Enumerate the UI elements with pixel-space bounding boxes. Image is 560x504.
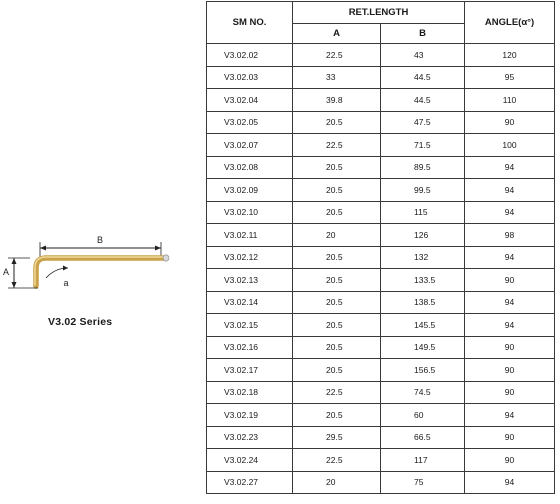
cell-b: 74.5: [381, 381, 465, 404]
cell-b: 133.5: [381, 269, 465, 292]
cell-angle: 94: [465, 404, 555, 427]
table-row: [207, 44, 555, 67]
label-angle: a: [63, 278, 69, 288]
cell-b: 99.5: [381, 179, 465, 202]
cell-angle: 94: [465, 179, 555, 202]
table-row: [207, 471, 555, 494]
cell-a: 20.5: [293, 291, 381, 314]
arrow-bottom: [12, 282, 17, 288]
cell-b: 145.5: [381, 314, 465, 337]
header-sm-no: SM NO.: [207, 2, 293, 44]
cell-a: 39.8: [293, 89, 381, 112]
arrow-left: [40, 246, 46, 251]
cell-b: 66.5: [381, 426, 465, 449]
cell-angle: 94: [465, 291, 555, 314]
cell-angle: 90: [465, 449, 555, 472]
product-figure-panel: [0, 0, 204, 504]
cell-sm: V3.02.07: [207, 134, 293, 157]
cell-angle: 90: [465, 336, 555, 359]
cell-a: 29.5: [293, 426, 381, 449]
table-row: [207, 404, 555, 427]
table-row: [207, 201, 555, 224]
cell-angle: 120: [465, 44, 555, 67]
cell-a: 20: [293, 471, 381, 494]
cell-a: 20.5: [293, 179, 381, 202]
arrow-top: [12, 258, 17, 264]
cell-sm: V3.02.05: [207, 111, 293, 134]
cell-b: 149.5: [381, 336, 465, 359]
cell-angle: 95: [465, 66, 555, 89]
cell-b: 132: [381, 246, 465, 269]
cell-sm: V3.02.17: [207, 359, 293, 382]
cell-angle: 90: [465, 111, 555, 134]
cell-sm: V3.02.10: [207, 201, 293, 224]
header-angle: ANGLE(α°): [465, 2, 555, 44]
cell-angle: 90: [465, 269, 555, 292]
cell-a: 20.5: [293, 336, 381, 359]
cell-angle: 94: [465, 201, 555, 224]
cell-a: 20.5: [293, 246, 381, 269]
cell-b: 117: [381, 449, 465, 472]
label-b: B: [96, 235, 104, 245]
cell-b: 71.5: [381, 134, 465, 157]
cell-a: 20.5: [293, 111, 381, 134]
spec-table: [206, 1, 555, 494]
cell-sm: V3.02.16: [207, 336, 293, 359]
l-key-diagram: [0, 228, 200, 298]
ball-end: [163, 255, 169, 261]
table-row: [207, 426, 555, 449]
table-row: [207, 134, 555, 157]
cell-sm: V3.02.15: [207, 314, 293, 337]
cell-a: 20: [293, 224, 381, 247]
table-row: [207, 156, 555, 179]
table-row: [207, 336, 555, 359]
table-row: [207, 179, 555, 202]
cell-sm: V3.02.18: [207, 381, 293, 404]
cell-b: 126: [381, 224, 465, 247]
table-row: [207, 381, 555, 404]
cell-a: 20.5: [293, 359, 381, 382]
header-a: A: [293, 24, 381, 44]
cell-sm: V3.02.27: [207, 471, 293, 494]
cell-b: 44.5: [381, 89, 465, 112]
cell-sm: V3.02.03: [207, 66, 293, 89]
cell-b: 60: [381, 404, 465, 427]
cell-b: 115: [381, 201, 465, 224]
cell-angle: 94: [465, 246, 555, 269]
cell-sm: V3.02.23: [207, 426, 293, 449]
cell-sm: V3.02.19: [207, 404, 293, 427]
cell-sm: V3.02.08: [207, 156, 293, 179]
table-row: [207, 449, 555, 472]
cell-a: 22.5: [293, 44, 381, 67]
cell-b: 156.5: [381, 359, 465, 382]
cell-angle: 94: [465, 156, 555, 179]
cell-b: 44.5: [381, 66, 465, 89]
cell-a: 22.5: [293, 134, 381, 157]
cell-b: 138.5: [381, 291, 465, 314]
header-b: B: [381, 24, 465, 44]
spec-table-body: [207, 44, 555, 494]
cell-b: 75: [381, 471, 465, 494]
cell-angle: 90: [465, 426, 555, 449]
cell-angle: 94: [465, 471, 555, 494]
cell-a: 33: [293, 66, 381, 89]
l-key-body: [36, 258, 164, 286]
cell-a: 20.5: [293, 156, 381, 179]
cell-b: 43: [381, 44, 465, 67]
cell-sm: V3.02.12: [207, 246, 293, 269]
cell-sm: V3.02.11: [207, 224, 293, 247]
cell-angle: 90: [465, 381, 555, 404]
cell-sm: V3.02.02: [207, 44, 293, 67]
cell-b: 89.5: [381, 156, 465, 179]
cell-angle: 98: [465, 224, 555, 247]
table-row: [207, 246, 555, 269]
cell-sm: V3.02.24: [207, 449, 293, 472]
cell-sm: V3.02.14: [207, 291, 293, 314]
cell-sm: V3.02.13: [207, 269, 293, 292]
table-row: [207, 224, 555, 247]
cell-a: 20.5: [293, 314, 381, 337]
cell-angle: 110: [465, 89, 555, 112]
cell-angle: 100: [465, 134, 555, 157]
cell-angle: 90: [465, 359, 555, 382]
table-row: [207, 291, 555, 314]
table-row: [207, 359, 555, 382]
header-ret-length: RET.LENGTH: [293, 2, 465, 24]
cell-a: 20.5: [293, 201, 381, 224]
label-a: A: [2, 267, 10, 277]
angle-arrow: [63, 266, 68, 271]
cell-a: 20.5: [293, 269, 381, 292]
cell-sm: V3.02.09: [207, 179, 293, 202]
table-row: [207, 269, 555, 292]
series-title: V3.02 Series: [48, 316, 113, 328]
table-row: [207, 314, 555, 337]
table-row: [207, 111, 555, 134]
cell-a: 22.5: [293, 449, 381, 472]
cell-sm: V3.02.04: [207, 89, 293, 112]
table-row: [207, 66, 555, 89]
cell-a: 20.5: [293, 404, 381, 427]
cell-angle: 94: [465, 314, 555, 337]
cell-b: 47.5: [381, 111, 465, 134]
table-row: [207, 89, 555, 112]
arrow-right: [155, 246, 161, 251]
cell-a: 22.5: [293, 381, 381, 404]
